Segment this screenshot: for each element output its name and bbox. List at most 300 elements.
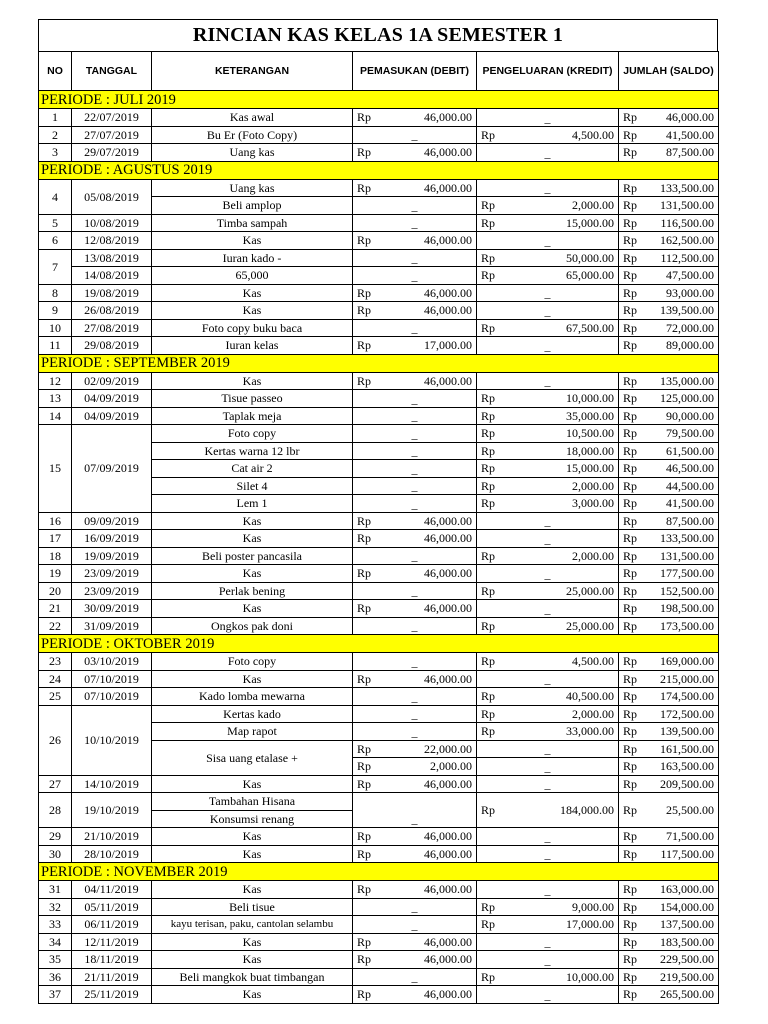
period-row bbox=[39, 863, 719, 881]
kredit-empty-dash: _ bbox=[477, 530, 619, 548]
row-number: 9 bbox=[39, 302, 72, 320]
row-number: 14 bbox=[39, 407, 72, 425]
row-description: Beli amplop bbox=[152, 197, 353, 215]
debit-amount: 46,000.00 bbox=[379, 565, 477, 583]
row-description: Konsumsi renang bbox=[152, 810, 353, 828]
row-number: 29 bbox=[39, 828, 72, 846]
debit-amount: 46,000.00 bbox=[379, 881, 477, 899]
row-description: Sisa uang etalase + bbox=[152, 740, 353, 775]
row-date: 02/09/2019 bbox=[72, 372, 152, 390]
ledger-row bbox=[39, 302, 719, 320]
row-description: Kas bbox=[152, 372, 353, 390]
debit-empty-dash: _ bbox=[353, 898, 477, 916]
ledger-row bbox=[39, 179, 719, 197]
saldo-currency: Rp bbox=[619, 793, 645, 828]
row-description: kayu terisan, paku, cantolan selambu bbox=[152, 916, 353, 934]
row-number: 2 bbox=[39, 126, 72, 144]
row-description: Kas bbox=[152, 302, 353, 320]
row-date: 05/08/2019 bbox=[72, 179, 152, 214]
row-date: 16/09/2019 bbox=[72, 530, 152, 548]
kredit-currency: Rp bbox=[477, 319, 503, 337]
header-debit: PEMASUKAN (DEBIT) bbox=[353, 52, 477, 91]
saldo-amount: 135,000.00 bbox=[645, 372, 719, 390]
saldo-amount: 265,500.00 bbox=[645, 986, 719, 1004]
row-description: Kas bbox=[152, 828, 353, 846]
debit-currency: Rp bbox=[353, 845, 379, 863]
kredit-amount: 33,000.00 bbox=[503, 723, 619, 741]
row-date: 18/11/2019 bbox=[72, 951, 152, 969]
row-description: Kertas kado bbox=[152, 705, 353, 723]
kredit-currency: Rp bbox=[477, 898, 503, 916]
row-date: 04/09/2019 bbox=[72, 407, 152, 425]
ledger-row bbox=[39, 407, 719, 425]
ledger-row bbox=[39, 126, 719, 144]
saldo-currency: Rp bbox=[619, 197, 645, 215]
debit-empty-dash: _ bbox=[353, 267, 477, 285]
debit-currency: Rp bbox=[353, 372, 379, 390]
row-description: Foto copy bbox=[152, 425, 353, 443]
saldo-amount: 44,500.00 bbox=[645, 477, 719, 495]
row-date: 28/10/2019 bbox=[72, 845, 152, 863]
saldo-currency: Rp bbox=[619, 617, 645, 635]
kredit-amount: 67,500.00 bbox=[503, 319, 619, 337]
debit-empty-dash: _ bbox=[353, 968, 477, 986]
kredit-amount: 2,000.00 bbox=[503, 547, 619, 565]
row-date: 05/11/2019 bbox=[72, 898, 152, 916]
kredit-empty-dash: _ bbox=[477, 232, 619, 250]
saldo-amount: 116,500.00 bbox=[645, 214, 719, 232]
saldo-amount: 47,500.00 bbox=[645, 267, 719, 285]
saldo-currency: Rp bbox=[619, 828, 645, 846]
ledger-row bbox=[39, 775, 719, 793]
row-date: 29/08/2019 bbox=[72, 337, 152, 355]
kredit-empty-dash: _ bbox=[477, 144, 619, 162]
kredit-currency: Rp bbox=[477, 477, 503, 495]
row-number: 5 bbox=[39, 214, 72, 232]
saldo-amount: 162,500.00 bbox=[645, 232, 719, 250]
row-number: 1 bbox=[39, 109, 72, 127]
saldo-currency: Rp bbox=[619, 740, 645, 758]
debit-empty-dash: _ bbox=[353, 390, 477, 408]
ledger-row bbox=[39, 898, 719, 916]
saldo-amount: 161,500.00 bbox=[645, 740, 719, 758]
saldo-amount: 215,000.00 bbox=[645, 670, 719, 688]
header-tanggal: TANGGAL bbox=[72, 52, 152, 91]
debit-currency: Rp bbox=[353, 337, 379, 355]
saldo-amount: 172,500.00 bbox=[645, 705, 719, 723]
row-number: 34 bbox=[39, 933, 72, 951]
debit-amount: 46,000.00 bbox=[379, 951, 477, 969]
kredit-amount: 9,000.00 bbox=[503, 898, 619, 916]
kredit-currency: Rp bbox=[477, 723, 503, 741]
period-label: PERIODE : JULI 2019 bbox=[39, 91, 719, 109]
saldo-currency: Rp bbox=[619, 688, 645, 706]
kredit-currency: Rp bbox=[477, 390, 503, 408]
saldo-currency: Rp bbox=[619, 442, 645, 460]
kredit-amount: 4,500.00 bbox=[503, 653, 619, 671]
row-number: 8 bbox=[39, 284, 72, 302]
row-number: 28 bbox=[39, 793, 72, 828]
kredit-amount: 17,000.00 bbox=[503, 916, 619, 934]
period-label: PERIODE : OKTOBER 2019 bbox=[39, 635, 719, 653]
ledger-row bbox=[39, 951, 719, 969]
kredit-amount: 10,000.00 bbox=[503, 390, 619, 408]
saldo-currency: Rp bbox=[619, 653, 645, 671]
row-description: Kas bbox=[152, 600, 353, 618]
debit-empty-dash: _ bbox=[353, 653, 477, 671]
saldo-currency: Rp bbox=[619, 372, 645, 390]
saldo-amount: 154,000.00 bbox=[645, 898, 719, 916]
saldo-amount: 173,500.00 bbox=[645, 617, 719, 635]
kredit-currency: Rp bbox=[477, 425, 503, 443]
saldo-amount: 87,500.00 bbox=[645, 512, 719, 530]
row-number: 18 bbox=[39, 547, 72, 565]
row-date: 27/07/2019 bbox=[72, 126, 152, 144]
row-description: 65,000 bbox=[152, 267, 353, 285]
saldo-currency: Rp bbox=[619, 249, 645, 267]
period-row bbox=[39, 161, 719, 179]
kredit-amount: 15,000.00 bbox=[503, 214, 619, 232]
header-no: NO bbox=[39, 52, 72, 91]
row-description: Bu Er (Foto Copy) bbox=[152, 126, 353, 144]
debit-empty-dash: _ bbox=[353, 705, 477, 723]
kredit-amount: 10,000.00 bbox=[503, 968, 619, 986]
row-date: 21/10/2019 bbox=[72, 828, 152, 846]
saldo-currency: Rp bbox=[619, 530, 645, 548]
row-description: Iuran kelas bbox=[152, 337, 353, 355]
saldo-currency: Rp bbox=[619, 126, 645, 144]
row-date: 22/07/2019 bbox=[72, 109, 152, 127]
ledger-row bbox=[39, 617, 719, 635]
saldo-amount: 46,500.00 bbox=[645, 460, 719, 478]
row-date: 21/11/2019 bbox=[72, 968, 152, 986]
saldo-amount: 163,500.00 bbox=[645, 758, 719, 776]
kredit-currency: Rp bbox=[477, 214, 503, 232]
row-number: 32 bbox=[39, 898, 72, 916]
row-number: 7 bbox=[39, 249, 72, 284]
kredit-currency: Rp bbox=[477, 688, 503, 706]
debit-currency: Rp bbox=[353, 232, 379, 250]
row-date: 29/07/2019 bbox=[72, 144, 152, 162]
debit-empty-dash: _ bbox=[353, 407, 477, 425]
row-description: Kas bbox=[152, 284, 353, 302]
saldo-amount: 131,500.00 bbox=[645, 547, 719, 565]
ledger-row bbox=[39, 109, 719, 127]
ledger-row bbox=[39, 828, 719, 846]
report-title: RINCIAN KAS KELAS 1A SEMESTER 1 bbox=[38, 19, 718, 51]
saldo-currency: Rp bbox=[619, 267, 645, 285]
saldo-amount: 125,000.00 bbox=[645, 390, 719, 408]
row-description: Kas bbox=[152, 512, 353, 530]
ledger-row bbox=[39, 337, 719, 355]
kredit-currency: Rp bbox=[477, 126, 503, 144]
row-number: 10 bbox=[39, 319, 72, 337]
debit-currency: Rp bbox=[353, 530, 379, 548]
saldo-currency: Rp bbox=[619, 951, 645, 969]
saldo-amount: 46,000.00 bbox=[645, 109, 719, 127]
debit-empty-dash: _ bbox=[353, 126, 477, 144]
kredit-empty-dash: _ bbox=[477, 372, 619, 390]
debit-currency: Rp bbox=[353, 775, 379, 793]
row-number: 12 bbox=[39, 372, 72, 390]
saldo-currency: Rp bbox=[619, 547, 645, 565]
kredit-empty-dash: _ bbox=[477, 600, 619, 618]
row-description: Tisue passeo bbox=[152, 390, 353, 408]
ledger-row bbox=[39, 512, 719, 530]
kredit-currency: Rp bbox=[477, 617, 503, 635]
ledger-row bbox=[39, 986, 719, 1004]
debit-empty-dash: _ bbox=[353, 319, 477, 337]
kredit-currency: Rp bbox=[477, 653, 503, 671]
ledger-row bbox=[39, 319, 719, 337]
saldo-amount: 137,500.00 bbox=[645, 916, 719, 934]
debit-currency: Rp bbox=[353, 758, 379, 776]
kredit-amount: 4,500.00 bbox=[503, 126, 619, 144]
debit-amount: 46,000.00 bbox=[379, 284, 477, 302]
debit-amount: 46,000.00 bbox=[379, 600, 477, 618]
row-number: 23 bbox=[39, 653, 72, 671]
kredit-empty-dash: _ bbox=[477, 302, 619, 320]
row-number: 27 bbox=[39, 775, 72, 793]
debit-empty-dash: _ bbox=[353, 793, 477, 828]
row-description: Cat air 2 bbox=[152, 460, 353, 478]
row-number: 22 bbox=[39, 617, 72, 635]
row-date: 19/09/2019 bbox=[72, 547, 152, 565]
kredit-currency: Rp bbox=[477, 442, 503, 460]
kredit-empty-dash: _ bbox=[477, 933, 619, 951]
ledger-row bbox=[39, 968, 719, 986]
debit-amount: 46,000.00 bbox=[379, 775, 477, 793]
saldo-amount: 174,500.00 bbox=[645, 688, 719, 706]
saldo-currency: Rp bbox=[619, 582, 645, 600]
saldo-amount: 198,500.00 bbox=[645, 600, 719, 618]
kredit-empty-dash: _ bbox=[477, 670, 619, 688]
debit-currency: Rp bbox=[353, 512, 379, 530]
debit-amount: 46,000.00 bbox=[379, 845, 477, 863]
kredit-empty-dash: _ bbox=[477, 512, 619, 530]
debit-currency: Rp bbox=[353, 565, 379, 583]
saldo-currency: Rp bbox=[619, 775, 645, 793]
saldo-amount: 87,500.00 bbox=[645, 144, 719, 162]
row-number: 35 bbox=[39, 951, 72, 969]
row-date: 10/10/2019 bbox=[72, 705, 152, 775]
saldo-currency: Rp bbox=[619, 916, 645, 934]
saldo-amount: 93,000.00 bbox=[645, 284, 719, 302]
row-date: 07/09/2019 bbox=[72, 425, 152, 513]
ledger-row bbox=[39, 547, 719, 565]
debit-amount: 46,000.00 bbox=[379, 933, 477, 951]
ledger-row bbox=[39, 390, 719, 408]
debit-empty-dash: _ bbox=[353, 495, 477, 513]
period-label: PERIODE : NOVEMBER 2019 bbox=[39, 863, 719, 881]
debit-empty-dash: _ bbox=[353, 547, 477, 565]
kredit-currency: Rp bbox=[477, 582, 503, 600]
row-number: 6 bbox=[39, 232, 72, 250]
kredit-empty-dash: _ bbox=[477, 845, 619, 863]
row-number: 19 bbox=[39, 565, 72, 583]
saldo-amount: 133,500.00 bbox=[645, 179, 719, 197]
row-description: Kado lomba mewarna bbox=[152, 688, 353, 706]
row-date: 31/09/2019 bbox=[72, 617, 152, 635]
row-description: Tambahan Hisana bbox=[152, 793, 353, 811]
saldo-amount: 219,500.00 bbox=[645, 968, 719, 986]
period-label: PERIODE : AGUSTUS 2019 bbox=[39, 161, 719, 179]
debit-empty-dash: _ bbox=[353, 442, 477, 460]
period-row bbox=[39, 635, 719, 653]
saldo-currency: Rp bbox=[619, 845, 645, 863]
ledger-row bbox=[39, 214, 719, 232]
kredit-amount: 2,000.00 bbox=[503, 197, 619, 215]
kredit-currency: Rp bbox=[477, 249, 503, 267]
debit-empty-dash: _ bbox=[353, 582, 477, 600]
kredit-currency: Rp bbox=[477, 968, 503, 986]
saldo-currency: Rp bbox=[619, 986, 645, 1004]
header-keterangan: KETERANGAN bbox=[152, 52, 353, 91]
row-date: 07/10/2019 bbox=[72, 688, 152, 706]
row-description: Kas bbox=[152, 775, 353, 793]
saldo-amount: 89,000.00 bbox=[645, 337, 719, 355]
kredit-currency: Rp bbox=[477, 267, 503, 285]
row-number: 24 bbox=[39, 670, 72, 688]
kredit-empty-dash: _ bbox=[477, 758, 619, 776]
cash-ledger-table bbox=[38, 51, 719, 1004]
ledger-row bbox=[39, 425, 719, 443]
debit-empty-dash: _ bbox=[353, 617, 477, 635]
kredit-amount: 15,000.00 bbox=[503, 460, 619, 478]
debit-currency: Rp bbox=[353, 144, 379, 162]
ledger-row bbox=[39, 688, 719, 706]
debit-amount: 46,000.00 bbox=[379, 372, 477, 390]
row-description: Foto copy buku baca bbox=[152, 319, 353, 337]
row-date: 25/11/2019 bbox=[72, 986, 152, 1004]
kredit-currency: Rp bbox=[477, 197, 503, 215]
saldo-currency: Rp bbox=[619, 460, 645, 478]
saldo-amount: 131,500.00 bbox=[645, 197, 719, 215]
ledger-row bbox=[39, 144, 719, 162]
debit-amount: 2,000.00 bbox=[379, 758, 477, 776]
ledger-row bbox=[39, 249, 719, 267]
ledger-row bbox=[39, 232, 719, 250]
kredit-currency: Rp bbox=[477, 916, 503, 934]
row-date: 06/11/2019 bbox=[72, 916, 152, 934]
row-date: 30/09/2019 bbox=[72, 600, 152, 618]
debit-currency: Rp bbox=[353, 179, 379, 197]
saldo-currency: Rp bbox=[619, 600, 645, 618]
debit-amount: 46,000.00 bbox=[379, 179, 477, 197]
debit-currency: Rp bbox=[353, 828, 379, 846]
row-number: 15 bbox=[39, 425, 72, 513]
row-number: 36 bbox=[39, 968, 72, 986]
row-date: 12/08/2019 bbox=[72, 232, 152, 250]
kredit-amount: 65,000.00 bbox=[503, 267, 619, 285]
row-date: 23/09/2019 bbox=[72, 565, 152, 583]
header-kredit: PENGELUARAN (KREDIT) bbox=[477, 52, 619, 91]
debit-currency: Rp bbox=[353, 740, 379, 758]
ledger-row bbox=[39, 565, 719, 583]
row-number: 13 bbox=[39, 390, 72, 408]
row-number: 26 bbox=[39, 705, 72, 775]
row-description: Perlak bening bbox=[152, 582, 353, 600]
saldo-currency: Rp bbox=[619, 705, 645, 723]
kredit-currency: Rp bbox=[477, 793, 503, 828]
row-date: 09/09/2019 bbox=[72, 512, 152, 530]
ledger-row bbox=[39, 881, 719, 899]
row-description: Ongkos pak doni bbox=[152, 617, 353, 635]
row-description: Map rapot bbox=[152, 723, 353, 741]
saldo-amount: 229,500.00 bbox=[645, 951, 719, 969]
row-description: Kas bbox=[152, 881, 353, 899]
row-number: 20 bbox=[39, 582, 72, 600]
header-saldo: JUMLAH (SALDO) bbox=[619, 52, 719, 91]
saldo-currency: Rp bbox=[619, 758, 645, 776]
saldo-currency: Rp bbox=[619, 670, 645, 688]
row-description: Kas bbox=[152, 232, 353, 250]
saldo-amount: 169,000.00 bbox=[645, 653, 719, 671]
saldo-amount: 152,500.00 bbox=[645, 582, 719, 600]
saldo-amount: 25,500.00 bbox=[645, 793, 719, 828]
kredit-currency: Rp bbox=[477, 705, 503, 723]
row-description: Kertas warna 12 lbr bbox=[152, 442, 353, 460]
row-date: 19/10/2019 bbox=[72, 793, 152, 828]
debit-currency: Rp bbox=[353, 986, 379, 1004]
row-description: Kas bbox=[152, 933, 353, 951]
row-description: Timba sampah bbox=[152, 214, 353, 232]
kredit-empty-dash: _ bbox=[477, 179, 619, 197]
row-description: Silet 4 bbox=[152, 477, 353, 495]
row-description: Kas bbox=[152, 670, 353, 688]
row-date: 04/11/2019 bbox=[72, 881, 152, 899]
kredit-amount: 2,000.00 bbox=[503, 705, 619, 723]
period-row bbox=[39, 354, 719, 372]
ledger-row bbox=[39, 933, 719, 951]
kredit-amount: 25,000.00 bbox=[503, 582, 619, 600]
saldo-amount: 90,000.00 bbox=[645, 407, 719, 425]
saldo-currency: Rp bbox=[619, 390, 645, 408]
ledger-row bbox=[39, 582, 719, 600]
row-number: 4 bbox=[39, 179, 72, 214]
ledger-row bbox=[39, 653, 719, 671]
row-number: 30 bbox=[39, 845, 72, 863]
saldo-currency: Rp bbox=[619, 723, 645, 741]
row-date: 13/08/2019 bbox=[72, 249, 152, 267]
row-number: 11 bbox=[39, 337, 72, 355]
saldo-amount: 139,500.00 bbox=[645, 723, 719, 741]
saldo-currency: Rp bbox=[619, 337, 645, 355]
row-description: Kas awal bbox=[152, 109, 353, 127]
saldo-currency: Rp bbox=[619, 407, 645, 425]
ledger-row bbox=[39, 530, 719, 548]
debit-empty-dash: _ bbox=[353, 214, 477, 232]
row-description: Kas bbox=[152, 565, 353, 583]
debit-currency: Rp bbox=[353, 670, 379, 688]
debit-empty-dash: _ bbox=[353, 460, 477, 478]
saldo-currency: Rp bbox=[619, 302, 645, 320]
row-number: 25 bbox=[39, 688, 72, 706]
row-description: Taplak meja bbox=[152, 407, 353, 425]
debit-empty-dash: _ bbox=[353, 916, 477, 934]
debit-empty-dash: _ bbox=[353, 688, 477, 706]
debit-amount: 46,000.00 bbox=[379, 232, 477, 250]
saldo-currency: Rp bbox=[619, 477, 645, 495]
cash-report-sheet bbox=[38, 19, 718, 1004]
ledger-row bbox=[39, 916, 719, 934]
kredit-empty-dash: _ bbox=[477, 881, 619, 899]
debit-amount: 46,000.00 bbox=[379, 109, 477, 127]
saldo-amount: 139,500.00 bbox=[645, 302, 719, 320]
row-number: 21 bbox=[39, 600, 72, 618]
row-description: Beli mangkok buat timbangan bbox=[152, 968, 353, 986]
ledger-row bbox=[39, 845, 719, 863]
